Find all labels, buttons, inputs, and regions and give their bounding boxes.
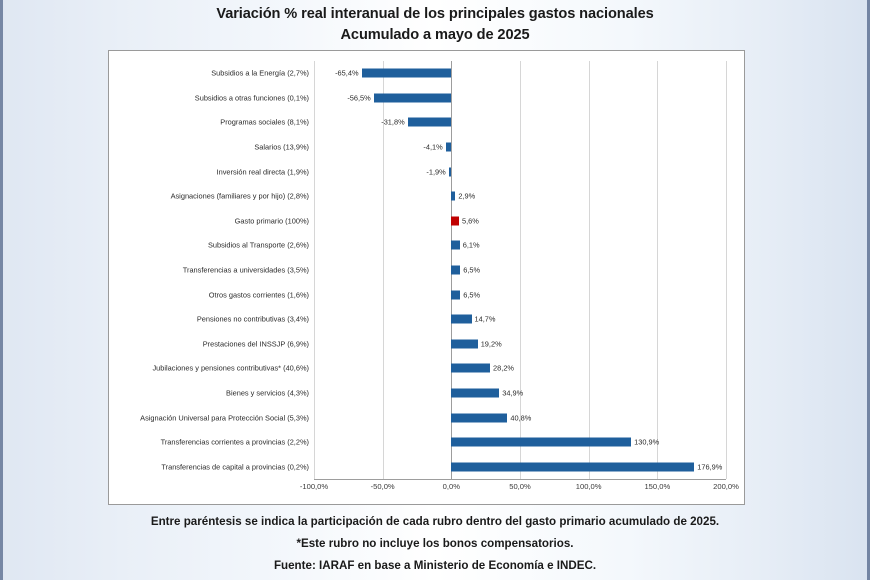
bar	[451, 388, 499, 397]
category-label: Asignación Universal para Protección Social (5,3%)	[140, 413, 309, 423]
category-label: Subsidios a otras funciones (0,1%)	[194, 93, 309, 103]
bar	[451, 192, 455, 201]
bar	[451, 290, 460, 299]
bar	[451, 315, 471, 324]
x-tick-label: 200,0%	[713, 482, 739, 491]
value-label: -56,5%	[347, 93, 371, 103]
chart-row	[109, 258, 746, 283]
category-label: Otros gastos corrientes (1,6%)	[208, 290, 309, 300]
bar	[451, 438, 631, 447]
x-tick-label: -50,0%	[370, 482, 395, 491]
chart-row	[109, 405, 746, 430]
title-line-1: Variación % real interanual de los principales gastos nacionales	[216, 6, 654, 22]
category-label: Pensiones no contributivas (3,4%)	[196, 314, 309, 324]
bar-rows	[109, 61, 746, 479]
category-label: Subsidios a la Energía (2,7%)	[211, 68, 309, 78]
category-label: Bienes y servicios (4,3%)	[226, 388, 309, 398]
chart-row	[109, 209, 746, 234]
bar	[451, 413, 507, 422]
chart-row	[109, 184, 746, 209]
footnotes	[0, 511, 870, 577]
bar	[408, 118, 452, 127]
value-label: 40,8%	[510, 413, 532, 423]
x-axis-line	[314, 479, 726, 480]
chart-row	[109, 159, 746, 184]
bar	[446, 143, 452, 152]
value-label: 34,9%	[502, 388, 524, 398]
value-label: 14,7%	[474, 314, 496, 324]
value-label: 19,2%	[480, 339, 502, 349]
x-tick-label: 0,0%	[442, 482, 460, 491]
value-label: 6,5%	[463, 290, 481, 300]
chart-row	[109, 356, 746, 381]
category-label: Transferencias corrientes a provincias (2,2%)	[160, 437, 309, 447]
chart-row	[109, 331, 746, 356]
bar	[451, 265, 460, 274]
chart-row	[109, 430, 746, 455]
value-label: -65,4%	[335, 68, 359, 78]
category-label: Inversión real directa (1,9%)	[216, 167, 309, 177]
chart-row	[109, 61, 746, 86]
category-label: Gasto primario (100%)	[234, 216, 309, 226]
title-line-2: Acumulado a mayo de 2025	[340, 27, 530, 43]
x-tick-label: 50,0%	[509, 482, 531, 491]
x-tick-label: 100,0%	[575, 482, 602, 491]
bar	[451, 364, 490, 373]
chart-row	[109, 233, 746, 258]
category-label: Transferencias de capital a provincias (0,2%)	[161, 462, 309, 472]
footnote-source: Fuente: IARAF en base a Ministerio de Economía e INDEC.	[273, 559, 597, 572]
page-title	[0, 4, 870, 46]
chart-row	[109, 307, 746, 332]
bar	[451, 462, 694, 471]
value-label: -1,9%	[426, 167, 446, 177]
category-label: Asignaciones (familiares y por hijo) (2,8%)	[170, 191, 309, 201]
value-label: 176,9%	[697, 462, 723, 472]
value-label: 130,9%	[634, 437, 660, 447]
value-label: 6,5%	[463, 265, 481, 275]
value-label: 2,9%	[458, 191, 476, 201]
category-label: Programas sociales (8,1%)	[220, 117, 309, 127]
chart-row	[109, 135, 746, 160]
value-label: -4,1%	[423, 142, 443, 152]
x-tick-label: 150,0%	[644, 482, 671, 491]
x-axis-tick-labels	[299, 482, 739, 496]
bar	[374, 93, 452, 102]
bar	[451, 339, 477, 348]
chart-row	[109, 454, 746, 479]
category-label: Transferencias a universidades (3,5%)	[182, 265, 309, 275]
category-label: Jubilaciones y pensiones contributivas* (40,6%)	[152, 363, 309, 373]
chart-row	[109, 110, 746, 135]
value-label: 5,6%	[462, 216, 479, 226]
chart-row	[109, 282, 746, 307]
category-label: Subsidios al Transporte (2,6%)	[207, 240, 309, 250]
category-label: Salarios (13,9%)	[254, 142, 309, 152]
footnote-asterisk: *Este rubro no incluye los bonos compensatorios.	[296, 537, 574, 550]
category-label: Prestaciones del INSSJP (6,9%)	[202, 339, 309, 349]
chart-row	[109, 381, 746, 406]
bar	[451, 241, 459, 250]
bar-highlight	[451, 216, 459, 225]
x-tick-label: -100,0%	[299, 482, 329, 491]
bar	[449, 167, 452, 176]
value-label: 6,1%	[462, 240, 480, 250]
footnote-participation: Entre paréntesis se indica la participación de cada rubro dentro del gasto primario acumulado de 2025.	[150, 515, 720, 528]
value-label: -31,8%	[381, 117, 405, 127]
chart-area	[108, 50, 745, 505]
chart-row	[109, 86, 746, 111]
bar	[362, 69, 452, 78]
value-label: 28,2%	[493, 363, 515, 373]
